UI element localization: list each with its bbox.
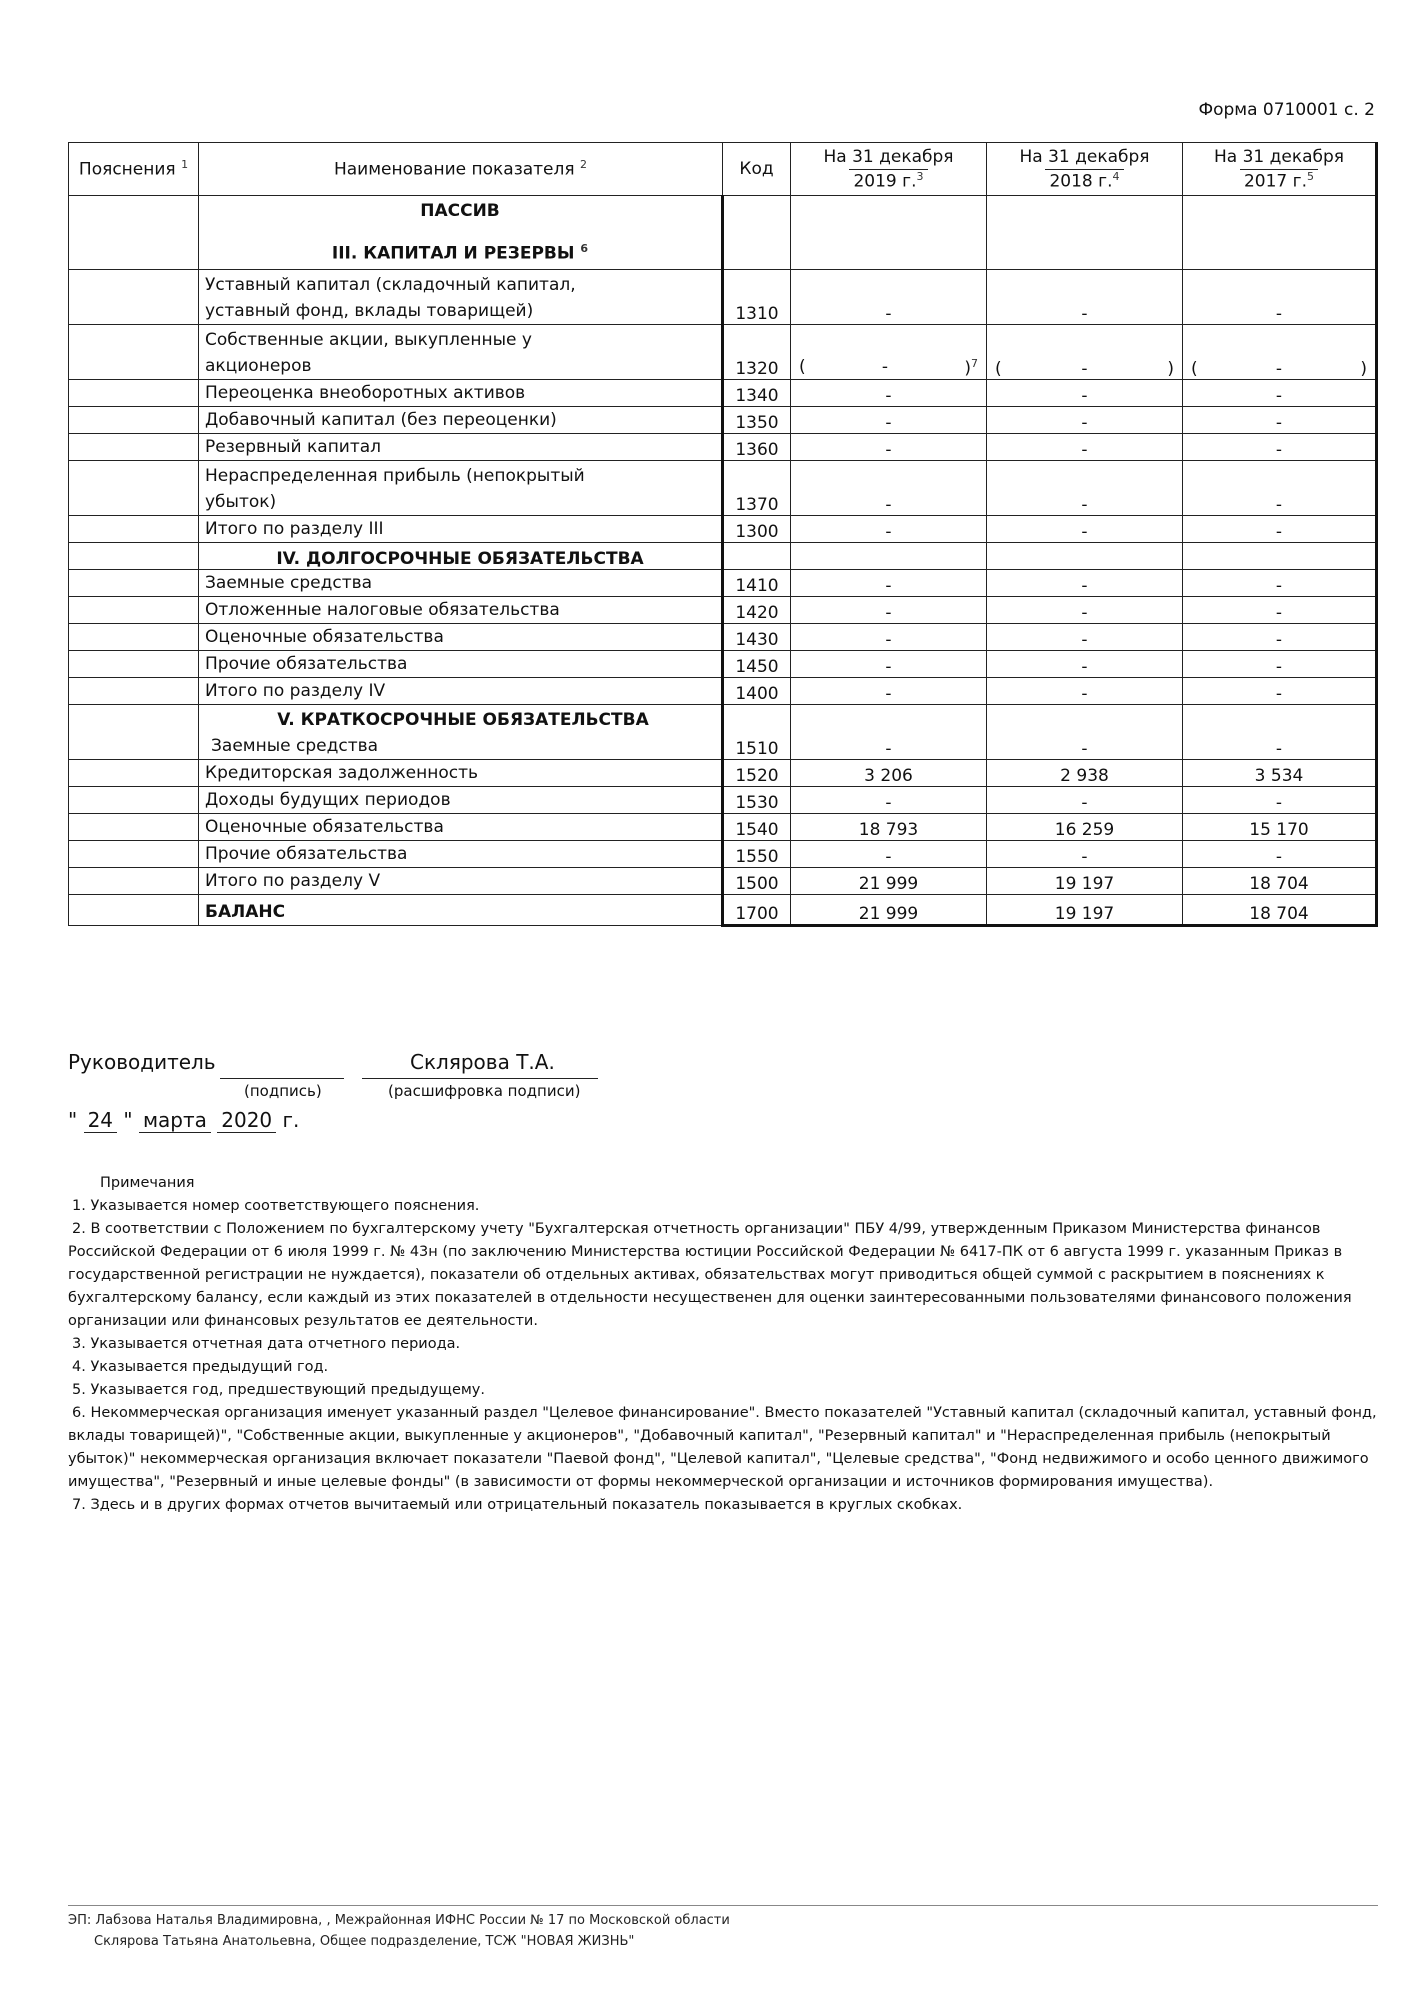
name-caption: (расшифровка подписи) [388,1082,581,1100]
section-3-title: III. КАПИТАЛ И РЕЗЕРВЫ $^6$ [331,242,589,264]
table-row: Заемные средства 1410 - - - [69,569,1377,596]
subtotal-row: Итого по разделу V 1500 21 999 19 197 18 704 [69,867,1377,894]
section-5-title: V. КРАТКОСРОЧНЫЕ ОБЯЗАТЕЛЬСТВА [277,709,649,730]
table-row: Отложенные налоговые обязательства 1420 - - - [69,596,1377,623]
table-row: Собственные акции, выкупленные у акционеров 1320 ( - )$^7$ ( - ) ( - ) [69,324,1377,379]
table-row: V. КРАТКОСРОЧНЫЕ ОБЯЗАТЕЛЬСТВА Заемные средства 1510 - - - [69,704,1377,759]
date-year: 2020 [217,1108,276,1133]
balance-table [68,142,1378,927]
table-row: Уставный капитал (складочный капитал, уставный фонд, вклады товарищей) 1310 - - - [69,269,1377,324]
e-signature-footer [68,1905,1378,1952]
header-name: Наименование показателя $^2$ [199,143,723,196]
table-row: Прочие обязательства 1550 - - - [69,840,1377,867]
header-date-3: На 31 декабря 2017 г.$^5$ [1183,143,1377,196]
section-4-title: IV. ДОЛГОСРОЧНЫЕ ОБЯЗАТЕЛЬСТВА [199,542,723,569]
signature-line [220,1078,344,1079]
signer-role: Руководитель [68,1050,216,1074]
header-date-1: На 31 декабря 2019 г.$^3$ [791,143,987,196]
note-item: 3. Указывается отчетная дата отчетного периода. [72,1336,461,1352]
footer-line: Склярова Татьяна Анатольевна, Общее подразделение, ТСЖ "НОВАЯ ЖИЗНЬ" [94,1934,635,1949]
note-item: 6. Некоммерческая организация именует указанный раздел "Целевое финансирование". Вместо показателей "Уставный капитал (складочный капитал, уставный фонд, вклады товарищей)", "Собственные акции, выкупленные у акционеров", "Добавочный капитал", "Резервный капитал" и "Нераспределенная прибыль (непокрытый убыток)" некоммерческая организация включает показатели "Паевой фонд", "Целевой капитал", "Целевые средства", "Фонд недвижимого и особо ценного движимого имущества", "Резервный и иные целевые фонды" (в зависимости от формы некоммерческой организации и источников формирования имущества). [68,1405,1377,1490]
passiv-title: ПАССИВ [420,201,500,221]
table-row: Добавочный капитал (без переоценки) 1350 - - - [69,406,1377,433]
notes-section [68,1172,1378,1517]
balance-row: БАЛАНС 1700 21 999 19 197 18 704 [69,894,1377,925]
table-header [69,143,1377,196]
note-item: 2. В соответствии с Положением по бухгалтерскому учету "Бухгалтерская отчетность организации" ПБУ 4/99, утвержденным Приказом Министерства финансов Российской Федерации от 6 июля 1999 г. № 43н (по заключению Министерства юстиции Российской Федерации № 6417-ПК от 6 августа 1999 г. указанным Приказ в государственной регистрации не нуждается), показатели об отдельных активах, обязательствах могут приводиться общей суммой с раскрытием в пояснениях к бухгалтерскому балансу, если каждый из этих показателей в отдельности несущественен для оценки заинтересованными пользователями финансового положения организации или финансовых результатов ее деятельности. [68,1221,1352,1329]
note-item: 1. Указывается номер соответствующего пояснения. [72,1198,480,1214]
table-row: Оценочные обязательства 1540 18 793 16 259 15 170 [69,813,1377,840]
section-heading [69,542,1377,569]
table-row: Переоценка внеоборотных активов 1340 - - - [69,379,1377,406]
date-month: марта [139,1108,211,1133]
table-row: Оценочные обязательства 1430 - - - [69,623,1377,650]
note-item: 5. Указывается год, предшествующий предыдущему. [72,1382,485,1398]
note-item: 4. Указывается предыдущий год. [72,1359,329,1375]
section-heading [69,196,1377,270]
table-row: Кредиторская задолженность 1520 3 206 2 938 3 534 [69,759,1377,786]
table-row: Прочие обязательства 1450 - - - [69,650,1377,677]
subtotal-row: Итого по разделу III 1300 - - - [69,515,1377,542]
notes-title: Примечания [100,1175,195,1191]
header-date-2: На 31 декабря 2018 г.$^4$ [987,143,1183,196]
subtotal-row: Итого по разделу IV 1400 - - - [69,677,1377,704]
header-notes: Пояснения $^1$ [69,143,199,196]
table-row: Нераспределенная прибыль (непокрытый убыток) 1370 - - - [69,460,1377,515]
date-day: 24 [84,1108,117,1133]
table-row: Доходы будущих периодов 1530 - - - [69,786,1377,813]
form-code: Форма 0710001 с. 2 [1198,100,1375,120]
header-code: Код [723,143,791,196]
footer-line: ЭП: Лабзова Наталья Владимировна, , Межрайонная ИФНС России № 17 по Московской области [68,1913,730,1928]
signature-caption: (подпись) [244,1082,322,1100]
signer-name: Склярова Т.А. [410,1050,555,1074]
signature-date: " 24 " марта 2020 г. [68,1108,300,1132]
name-line [362,1078,598,1079]
note-item: 7. Здесь и в других формах отчетов вычитаемый или отрицательный показатель показывается в круглых скобках. [72,1497,963,1513]
table-row: Резервный капитал 1360 - - - [69,433,1377,460]
